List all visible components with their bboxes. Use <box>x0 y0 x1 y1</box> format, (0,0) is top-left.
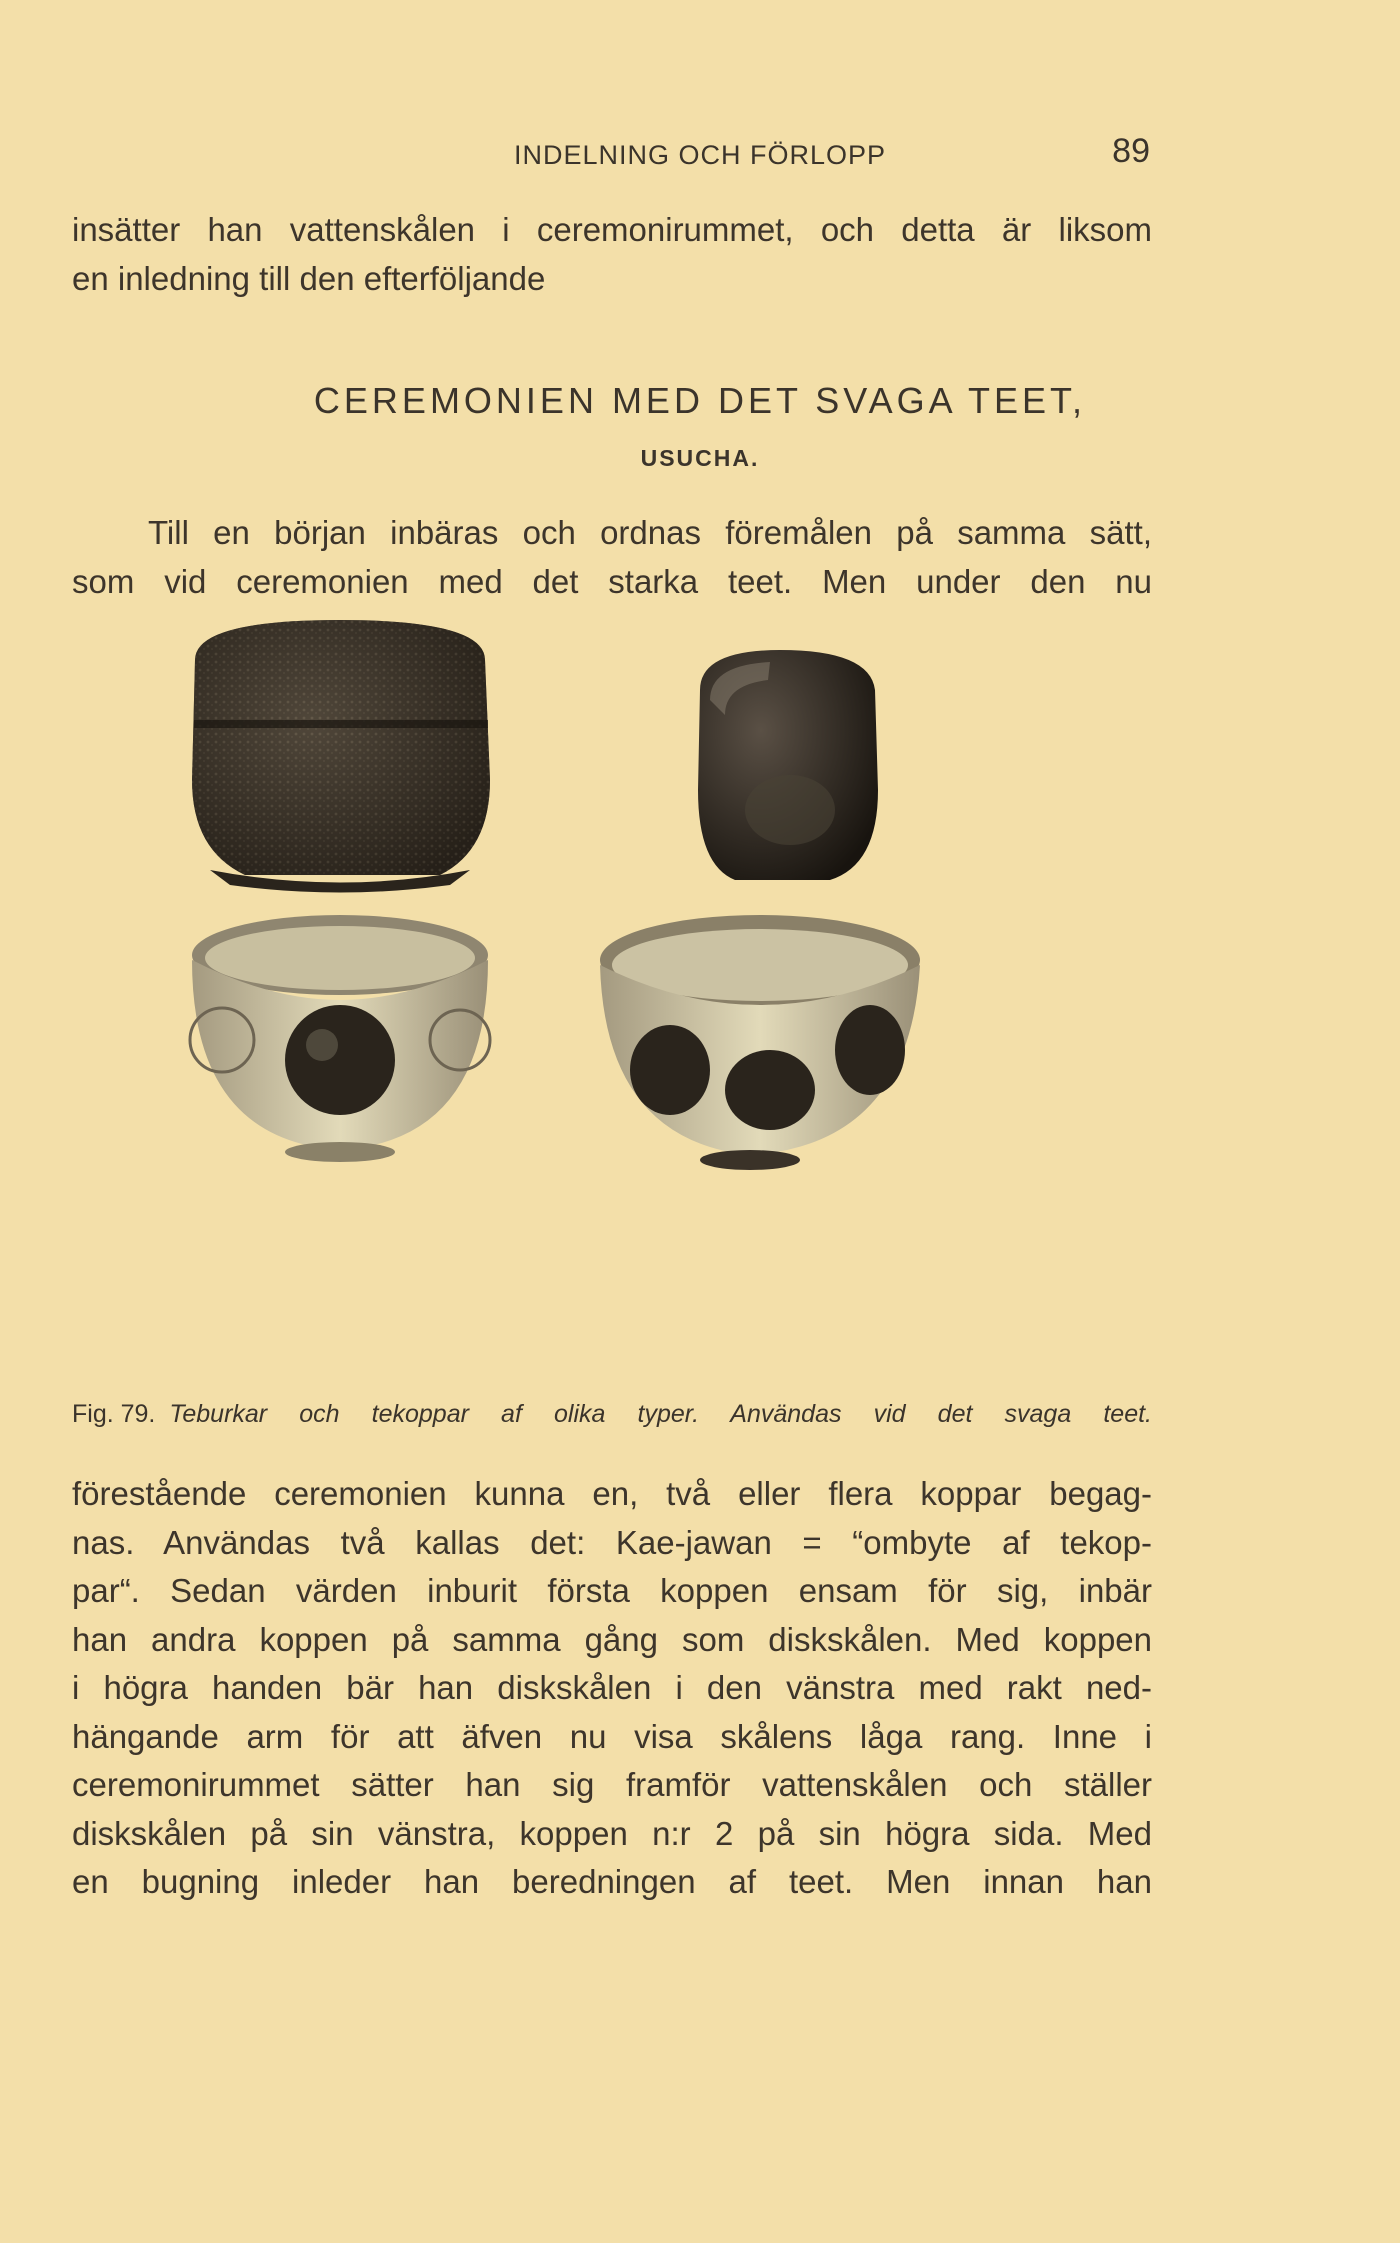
text-line: hängande arm för att äfven nu visa skålens låga rang. Inne i <box>72 1717 1152 1755</box>
figure-caption-text: Teburkar och tekoppar af olika typer. Användas vid det svaga teet. <box>169 1400 1152 1428</box>
text-line: nas. Användas två kallas det: Kae-jawan = “ombyte af tekop- <box>72 1523 1152 1561</box>
figure-caption <box>72 1400 1152 1429</box>
text-line: diskskålen på sin vänstra, koppen n:r 2 på sin högra sida. Med <box>72 1814 1152 1852</box>
running-header: INDELNING OCH FÖRLOPP <box>513 140 887 170</box>
text-line: han andra koppen på samma gång som diskskålen. Med koppen <box>72 1620 1152 1658</box>
section-heading: CEREMONIEN MED DET SVAGA TEET, <box>313 380 1087 421</box>
text-line: insätter han vattenskålen i ceremonirummet, och detta är liksom <box>72 211 1152 248</box>
tea-bowl-painted <box>600 915 920 1170</box>
figure-label: Fig. 79. <box>72 1400 156 1428</box>
tea-caddy-lacquer <box>698 650 878 880</box>
text-line: som vid ceremonien med det starka teet. Men under den nu <box>72 562 1152 600</box>
text-line: en bugning inleder han beredningen af teet. Men innan han <box>72 1863 1152 1900</box>
tea-bowl-crested <box>190 915 490 1162</box>
paragraph-2 <box>72 1470 1152 1907</box>
intro-paragraph <box>72 206 1152 303</box>
paragraph-1 <box>72 509 1152 606</box>
text-line: ceremonirummet sätter han sig framför vattenskålen och ställer <box>72 1766 1152 1803</box>
section-subheading: USUCHA. <box>640 445 760 471</box>
page-number: 89 <box>1112 132 1150 170</box>
text-line: i högra handen bär han diskskålen i den vänstra med rakt ned- <box>72 1669 1152 1706</box>
text-line: förestående ceremonien kunna en, två eller flera koppar begag- <box>72 1475 1152 1512</box>
text-line: par“. Sedan värden inburit första koppen ensam för sig, inbär <box>72 1572 1152 1609</box>
tea-caddy-textured <box>192 620 490 893</box>
figure-photograph <box>150 620 1100 1400</box>
text-line: en inledning till den efterföljande <box>72 259 546 297</box>
text-line: Till en början inbäras och ordnas föremålen på samma sätt, <box>148 514 1152 551</box>
